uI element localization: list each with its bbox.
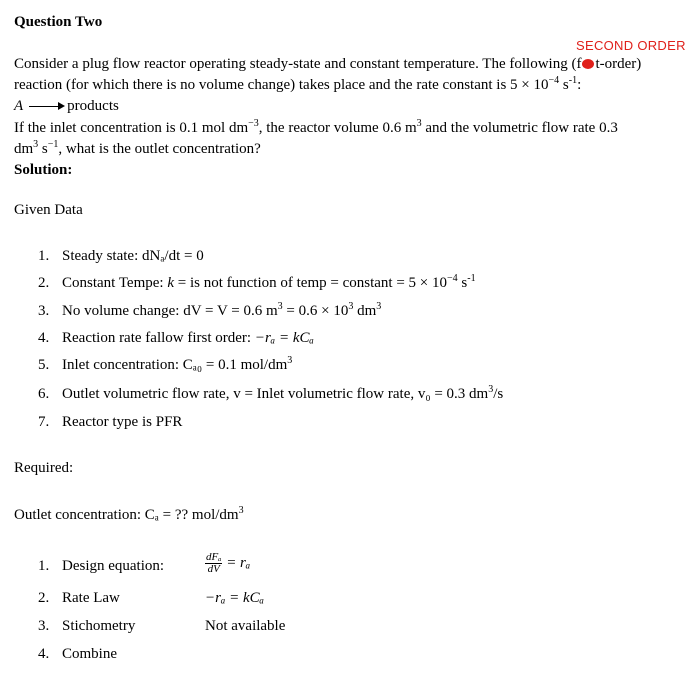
reactant: A	[14, 98, 24, 114]
problem-text: , what is the outlet concentration?	[58, 141, 261, 157]
unit: dm	[353, 303, 377, 319]
stoichiometry-rhs: Not available	[205, 618, 286, 634]
exponent: -1	[467, 273, 476, 284]
given-item	[38, 414, 182, 431]
given-text: Reactor type is PFR	[62, 414, 183, 430]
punct: :	[577, 77, 582, 93]
reaction-arrow-icon	[29, 106, 63, 107]
problem-text: If the inlet concentration is 0.1 mol dm	[14, 120, 249, 136]
list-number: 2.	[38, 275, 50, 291]
problem-text: , the reactor volume 0.6 m	[258, 120, 417, 136]
exponent: 3	[33, 139, 39, 150]
unit: s	[457, 275, 468, 291]
step-label: Combine	[62, 646, 117, 662]
given-item	[38, 303, 381, 320]
given-text: Reaction rate fallow first order:	[62, 330, 255, 346]
step-item	[38, 590, 120, 607]
design-equation-rhs: = rₐ	[226, 555, 251, 571]
outlet-concentration	[14, 507, 244, 524]
list-number: 4.	[38, 646, 50, 662]
solution-heading: Solution:	[14, 162, 73, 178]
given-item	[38, 386, 503, 403]
exponent: 3	[416, 118, 422, 129]
problem-text: t-order)	[595, 56, 642, 72]
red-scribble-icon	[582, 59, 594, 69]
problem-line-5	[14, 141, 261, 158]
list-number: 7.	[38, 414, 50, 430]
given-item	[38, 357, 292, 374]
exponent: −3	[248, 118, 259, 129]
outlet-text: Outlet concentration: Cₐ = ?? mol/dm	[14, 507, 239, 523]
step-item	[38, 618, 135, 635]
given-text: = 0.6 × 10	[282, 303, 349, 319]
problem-line-2	[14, 77, 581, 94]
given-item	[38, 330, 314, 347]
exponent: −4	[548, 75, 560, 86]
rate-law-equation: −rₐ = kCₐ	[254, 330, 314, 346]
given-text: Inlet concentration: Cₐ₀ = 0.1 mol/dm	[62, 357, 288, 373]
exponent: 3	[488, 384, 494, 395]
design-equation	[205, 552, 250, 575]
problem-text: dm	[14, 141, 34, 157]
given-text: /s	[493, 386, 504, 402]
question-title: Question Two	[14, 14, 103, 30]
problem-line-1	[14, 56, 641, 73]
second-order-stamp: SECOND ORDER	[576, 38, 686, 53]
reaction-equation	[14, 98, 119, 115]
exponent: 3	[238, 505, 244, 516]
given-item	[38, 275, 476, 292]
exponent: 3	[287, 355, 293, 366]
given-item	[38, 248, 204, 265]
list-number: 1.	[38, 558, 50, 574]
given-text: No volume change: dV = V = 0.6 m	[62, 303, 278, 319]
step-item	[38, 558, 164, 575]
list-number: 3.	[38, 618, 50, 634]
problem-text: reaction (for which there is no volume change) takes place and the rate constant is 5 × 10	[14, 77, 549, 93]
fraction-denominator: dV	[207, 563, 220, 575]
list-number: 6.	[38, 386, 50, 402]
exponent: −4	[447, 273, 458, 284]
given-data-heading: Given Data	[14, 202, 83, 218]
unit: s	[559, 77, 569, 93]
list-number: 5.	[38, 357, 50, 373]
exponent: 3	[277, 301, 283, 312]
step-label: Design equation:	[62, 558, 165, 574]
fraction-numerator: dFₐ	[206, 551, 222, 563]
step-label: Stichometry	[62, 618, 136, 634]
problem-line-4	[14, 120, 618, 137]
exponent: -1	[568, 75, 578, 86]
rate-constant-symbol: k	[167, 275, 175, 291]
list-number: 3.	[38, 303, 50, 319]
required-heading: Required:	[14, 460, 74, 476]
rate-law-rhs: −rₐ = kCₐ	[205, 590, 265, 606]
step-label: Rate Law	[62, 590, 120, 606]
given-text: Outlet volumetric flow rate, v = Inlet volumetric flow rate, v₀ = 0.3 dm	[62, 386, 489, 402]
given-text: Constant Tempe:	[62, 275, 168, 291]
list-number: 4.	[38, 330, 50, 346]
problem-text: and the volumetric flow rate 0.3	[421, 120, 618, 136]
product: products	[67, 98, 119, 114]
problem-text: s	[38, 141, 48, 157]
derivative-fraction	[205, 552, 222, 575]
problem-text: Consider a plug flow reactor operating steady-state and constant temperature. The following (f	[14, 56, 582, 72]
list-number: 2.	[38, 590, 50, 606]
step-item	[38, 646, 117, 663]
list-number: 1.	[38, 248, 50, 264]
exponent: −1	[47, 139, 59, 150]
exponent: 3	[348, 301, 354, 312]
given-text: = is not function of temp = constant = 5 × 10	[174, 275, 447, 291]
exponent: 3	[376, 301, 382, 312]
given-text: Steady state: dNₐ/dt = 0	[62, 248, 204, 264]
